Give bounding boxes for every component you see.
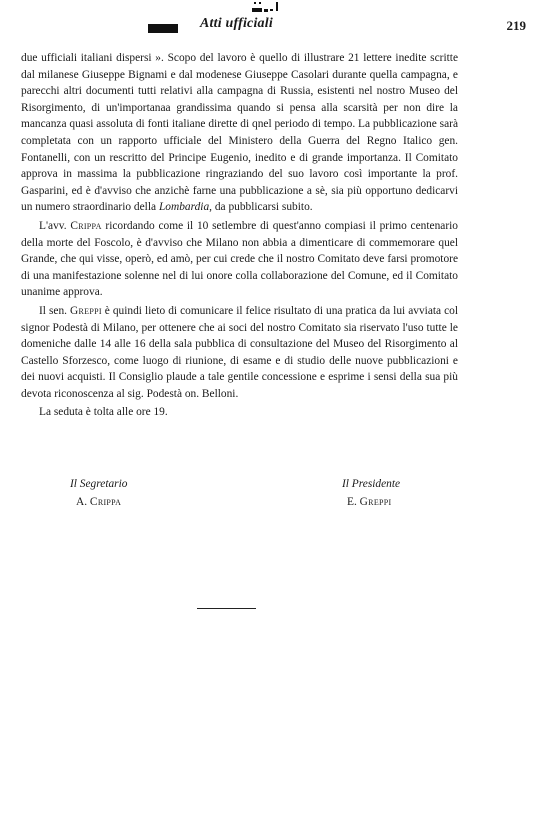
paragraph-3-text: è quindi lieto di comunicare il felice risultato di una pratica da lui avviata col signor Podestà di Milano, per ottenere che ai soci del nostro Comitato sia riservato l'uso tutte le domeniche dalle 14 alle 16 della sala pubblica di consultazione del Museo del Risorgimento al Castello Sforzesco, come luogo di riunione, di esame e di studio delle nuove pubblicazioni e dei nuovi acquisti. Il Consiglio plaude a tale gentile concessione e esprime i sensi della sua più devota riconoscenza al sig. Podestà on. Belloni. bbox=[21, 304, 459, 400]
president-name bbox=[347, 496, 391, 508]
paragraph-2-text: ricordando come il 10 setlembre di quest'anno compiasi il primo centenario della morte del Foscolo, è d'avviso che Milano non abbia a dimenticare di commemorare quel Grande, che qui visse, operò, ed amò, per cui crede che il nostro Comitato deve farsi promotore di una manifestazione solenne nel di lui onore colla collaborazione del Comune, ed il Comitato unanime approva. bbox=[21, 219, 458, 299]
secretary-surname: Crippa bbox=[89, 496, 122, 508]
secretary-initial: A. bbox=[76, 496, 90, 508]
page-header bbox=[0, 16, 550, 36]
running-title: Atti ufficiali bbox=[200, 16, 273, 31]
paragraph-2-name: Crippa bbox=[70, 219, 102, 232]
paragraph-1 bbox=[21, 50, 458, 216]
paragraph-4-text: La seduta è tolta alle ore 19. bbox=[39, 406, 168, 419]
end-rule bbox=[197, 608, 256, 609]
president-surname: Greppi bbox=[359, 496, 392, 508]
paragraph-1-tail: , da pubblicarsi subito. bbox=[209, 201, 313, 214]
president-role: Il Presidente bbox=[342, 478, 401, 490]
paragraph-4 bbox=[21, 404, 458, 421]
header-black-bar bbox=[148, 24, 178, 33]
paragraph-3-name: Greppi bbox=[70, 304, 102, 317]
secretary-role: Il Segretario bbox=[70, 478, 128, 490]
signatures bbox=[0, 478, 550, 518]
paragraph-3-lead: Il sen. bbox=[39, 304, 70, 317]
president-initial: E. bbox=[347, 496, 360, 508]
paragraph-1-italic: Lombardia bbox=[158, 201, 210, 214]
scan-artifact-marks bbox=[248, 2, 288, 14]
paragraph-2 bbox=[21, 218, 458, 301]
body-text bbox=[21, 50, 458, 421]
paragraph-1-text: due ufficiali italiani dispersi ». Scopo del lavoro è quello di illustrare 21 lettere inedite scritte dal milanese Giuseppe Bignami e dal modenese Giuseppe Casolari durante quella campagna, e parecchi altri documenti tutti relativi alla campagna di Russia, esistenti nel nostro Museo del Risorgimento, di un'importanaa grandissima quando si pensa alla scarsità per non dire la mancanza quasi assoluta di fonti italiane dirette di qnel periodo di tempo. La pubblicazione sarà completata con un rapporto ufficiale del Ministero della Guerra del Regno Italico gen. Fontanelli, con un rescritto del Principe Eugenio, inedito e di grande importanza. Il Comitato approva in massima la pubblicazione ringraziando del suo lavoro così importante la prof. Gasparini, ed è d'avviso che anzichè farne una pubblicazione a sè, sia più opportuno dedicarvi un numero straordinario della bbox=[21, 52, 458, 214]
paragraph-3 bbox=[21, 303, 458, 403]
page-number: 219 bbox=[506, 18, 526, 33]
secretary-name bbox=[76, 496, 121, 508]
paragraph-2-lead: L'avv. bbox=[39, 219, 71, 232]
